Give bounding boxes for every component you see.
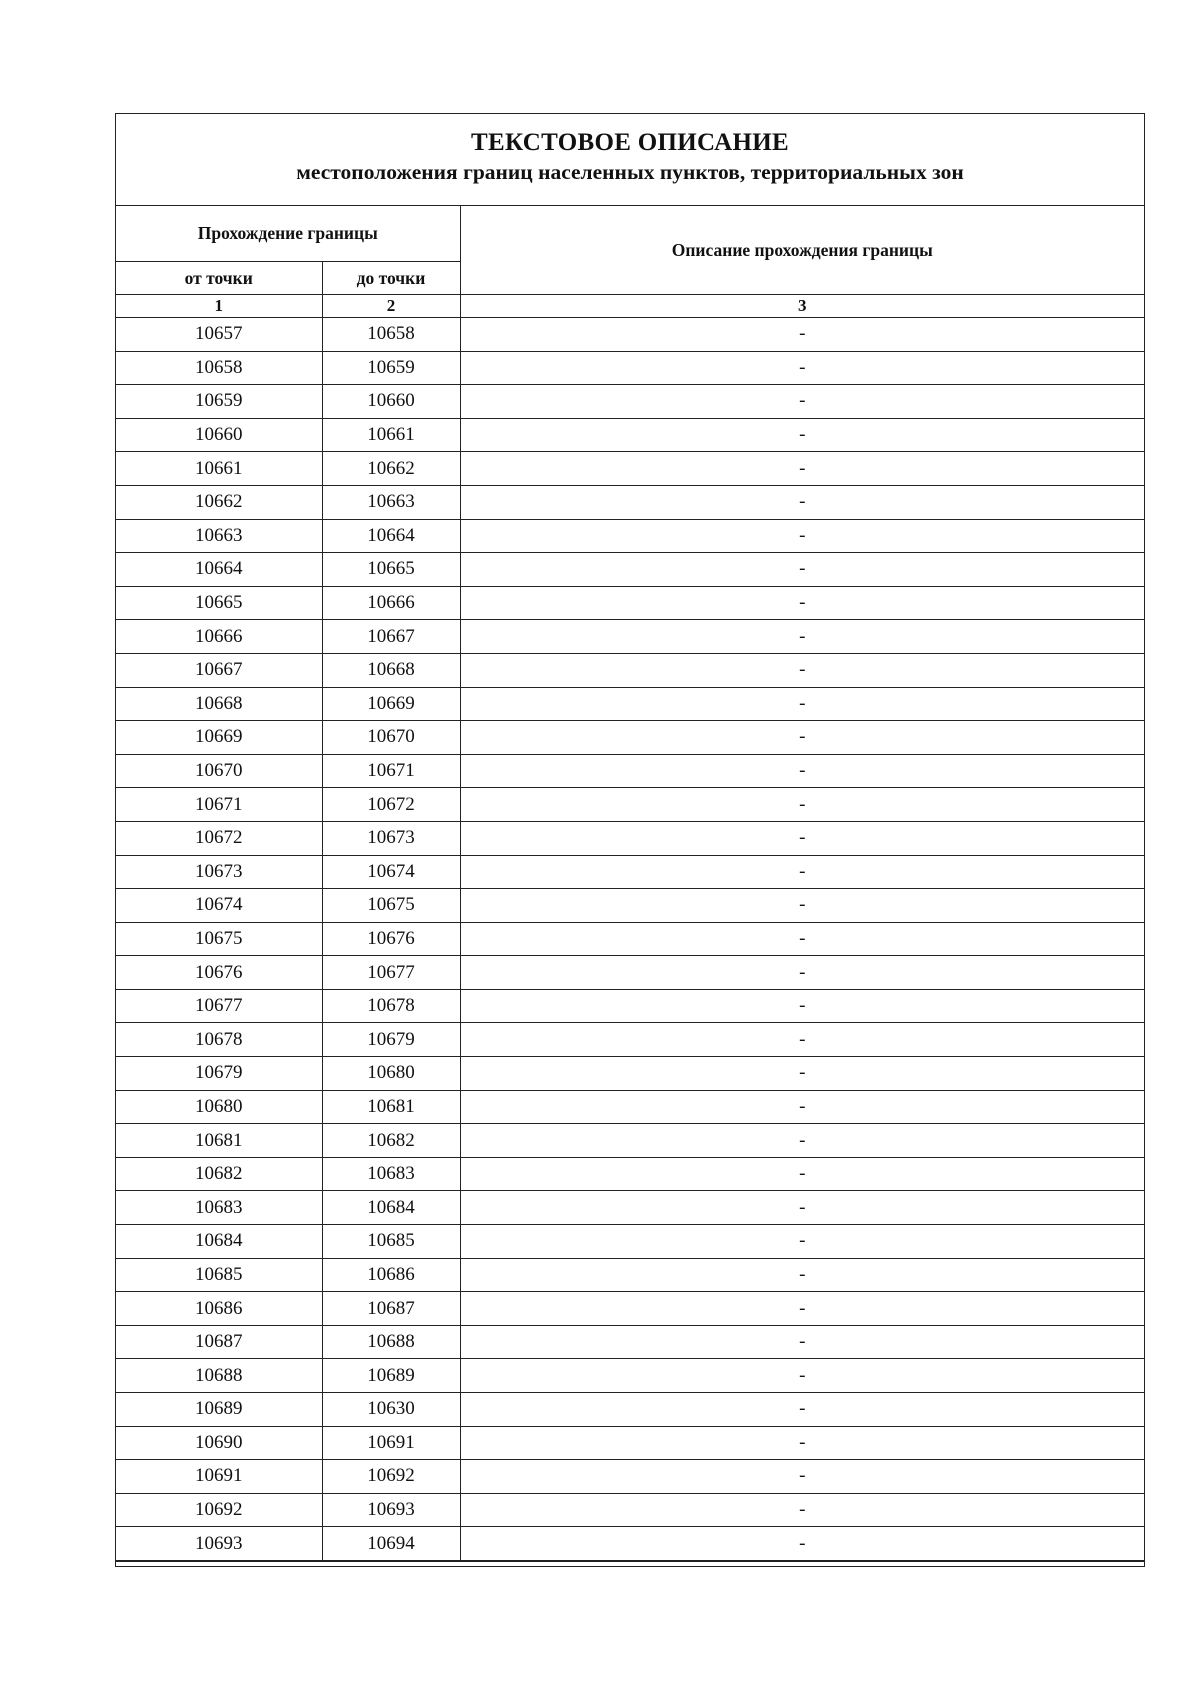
column-number-1: 1 <box>116 295 322 318</box>
description-cell: - <box>460 956 1144 990</box>
description-cell: - <box>460 687 1144 721</box>
table-row <box>116 1124 1144 1158</box>
table-row <box>116 485 1144 519</box>
from-point-cell: 10672 <box>116 821 322 855</box>
document-frame <box>115 113 1145 1567</box>
from-point-cell: 10684 <box>116 1225 322 1259</box>
table-row <box>116 687 1144 721</box>
from-point-cell: 10691 <box>116 1460 322 1494</box>
header-boundary-passage: Прохождение границы <box>116 206 460 262</box>
table-row <box>116 922 1144 956</box>
to-point-cell: 10681 <box>322 1090 460 1124</box>
to-point-cell: 10667 <box>322 620 460 654</box>
from-point-cell: 10681 <box>116 1124 322 1158</box>
description-cell: - <box>460 821 1144 855</box>
table-row <box>116 989 1144 1023</box>
to-point-cell: 10684 <box>322 1191 460 1225</box>
table-row <box>116 788 1144 822</box>
to-point-cell: 10692 <box>322 1460 460 1494</box>
description-cell: - <box>460 1460 1144 1494</box>
header-from-point: от точки <box>116 262 322 295</box>
to-point-cell: 10682 <box>322 1124 460 1158</box>
description-cell: - <box>460 318 1144 352</box>
from-point-cell: 10662 <box>116 485 322 519</box>
description-cell: - <box>460 586 1144 620</box>
from-point-cell: 10673 <box>116 855 322 889</box>
description-cell: - <box>460 553 1144 587</box>
description-cell: - <box>460 452 1144 486</box>
from-point-cell: 10669 <box>116 721 322 755</box>
to-point-cell: 10661 <box>322 418 460 452</box>
to-point-cell: 10680 <box>322 1057 460 1091</box>
from-point-cell: 10674 <box>116 889 322 923</box>
to-point-cell: 10669 <box>322 687 460 721</box>
description-cell: - <box>460 1393 1144 1427</box>
to-point-cell: 10678 <box>322 989 460 1023</box>
table-row <box>116 1157 1144 1191</box>
from-point-cell: 10670 <box>116 754 322 788</box>
from-point-cell: 10682 <box>116 1157 322 1191</box>
description-cell: - <box>460 1527 1144 1561</box>
description-cell: - <box>460 1359 1144 1393</box>
from-point-cell: 10685 <box>116 1258 322 1292</box>
to-point-cell: 10670 <box>322 721 460 755</box>
to-point-cell: 10666 <box>322 586 460 620</box>
from-point-cell: 10680 <box>116 1090 322 1124</box>
table-row <box>116 586 1144 620</box>
to-point-cell: 10672 <box>322 788 460 822</box>
from-point-cell: 10690 <box>116 1426 322 1460</box>
to-point-cell: 10668 <box>322 653 460 687</box>
to-point-cell: 10693 <box>322 1493 460 1527</box>
table-row <box>116 351 1144 385</box>
table-row <box>116 956 1144 990</box>
from-point-cell: 10661 <box>116 452 322 486</box>
table-row <box>116 1258 1144 1292</box>
boundary-table <box>116 206 1144 1561</box>
table-body <box>116 318 1144 1561</box>
description-cell: - <box>460 889 1144 923</box>
description-cell: - <box>460 1493 1144 1527</box>
description-cell: - <box>460 1191 1144 1225</box>
table-row <box>116 1325 1144 1359</box>
to-point-cell: 10686 <box>322 1258 460 1292</box>
description-cell: - <box>460 855 1144 889</box>
from-point-cell: 10689 <box>116 1393 322 1427</box>
from-point-cell: 10660 <box>116 418 322 452</box>
header-to-point: до точки <box>322 262 460 295</box>
from-point-cell: 10688 <box>116 1359 322 1393</box>
description-cell: - <box>460 1325 1144 1359</box>
from-point-cell: 10683 <box>116 1191 322 1225</box>
from-point-cell: 10676 <box>116 956 322 990</box>
table-row <box>116 385 1144 419</box>
table-row <box>116 553 1144 587</box>
to-point-cell: 10685 <box>322 1225 460 1259</box>
from-point-cell: 10664 <box>116 553 322 587</box>
column-number-2: 2 <box>322 295 460 318</box>
table-row <box>116 754 1144 788</box>
table-row <box>116 721 1144 755</box>
to-point-cell: 10691 <box>322 1426 460 1460</box>
description-cell: - <box>460 1023 1144 1057</box>
table-row <box>116 889 1144 923</box>
description-cell: - <box>460 1225 1144 1259</box>
description-cell: - <box>460 519 1144 553</box>
description-cell: - <box>460 1157 1144 1191</box>
to-point-cell: 10662 <box>322 452 460 486</box>
from-point-cell: 10667 <box>116 653 322 687</box>
to-point-cell: 10687 <box>322 1292 460 1326</box>
table-row <box>116 1090 1144 1124</box>
table-row <box>116 418 1144 452</box>
from-point-cell: 10665 <box>116 586 322 620</box>
to-point-cell: 10689 <box>322 1359 460 1393</box>
from-point-cell: 10679 <box>116 1057 322 1091</box>
description-cell: - <box>460 1057 1144 1091</box>
to-point-cell: 10664 <box>322 519 460 553</box>
table-row <box>116 1426 1144 1460</box>
from-point-cell: 10687 <box>116 1325 322 1359</box>
description-cell: - <box>460 653 1144 687</box>
description-cell: - <box>460 620 1144 654</box>
table-row <box>116 1023 1144 1057</box>
from-point-cell: 10668 <box>116 687 322 721</box>
to-point-cell: 10673 <box>322 821 460 855</box>
to-point-cell: 10663 <box>322 485 460 519</box>
to-point-cell: 10679 <box>322 1023 460 1057</box>
table-row <box>116 519 1144 553</box>
description-cell: - <box>460 1090 1144 1124</box>
table-row <box>116 620 1144 654</box>
from-point-cell: 10657 <box>116 318 322 352</box>
to-point-cell: 10659 <box>322 351 460 385</box>
description-cell: - <box>460 922 1144 956</box>
to-point-cell: 10674 <box>322 855 460 889</box>
from-point-cell: 10693 <box>116 1527 322 1561</box>
page-subtitle: местоположения границ населенных пунктов, территориальных зон <box>296 160 964 184</box>
description-cell: - <box>460 418 1144 452</box>
description-cell: - <box>460 385 1144 419</box>
to-point-cell: 10675 <box>322 889 460 923</box>
description-cell: - <box>460 1124 1144 1158</box>
to-point-cell: 10660 <box>322 385 460 419</box>
description-cell: - <box>460 989 1144 1023</box>
from-point-cell: 10671 <box>116 788 322 822</box>
to-point-cell: 10658 <box>322 318 460 352</box>
table-row <box>116 1225 1144 1259</box>
description-cell: - <box>460 721 1144 755</box>
to-point-cell: 10694 <box>322 1527 460 1561</box>
from-point-cell: 10678 <box>116 1023 322 1057</box>
table-row <box>116 1393 1144 1427</box>
to-point-cell: 10688 <box>322 1325 460 1359</box>
table-row <box>116 821 1144 855</box>
description-cell: - <box>460 1258 1144 1292</box>
title-block <box>116 114 1144 206</box>
from-point-cell: 10692 <box>116 1493 322 1527</box>
table-row <box>116 1359 1144 1393</box>
from-point-cell: 10677 <box>116 989 322 1023</box>
description-cell: - <box>460 1426 1144 1460</box>
bottom-divider <box>116 1561 1144 1566</box>
from-point-cell: 10666 <box>116 620 322 654</box>
description-cell: - <box>460 1292 1144 1326</box>
table-row <box>116 1493 1144 1527</box>
header-boundary-description: Описание прохождения границы <box>460 206 1144 295</box>
table-row <box>116 855 1144 889</box>
from-point-cell: 10659 <box>116 385 322 419</box>
table-row <box>116 1057 1144 1091</box>
from-point-cell: 10658 <box>116 351 322 385</box>
description-cell: - <box>460 351 1144 385</box>
from-point-cell: 10686 <box>116 1292 322 1326</box>
to-point-cell: 10676 <box>322 922 460 956</box>
table-row <box>116 1191 1144 1225</box>
description-cell: - <box>460 754 1144 788</box>
column-number-3: 3 <box>460 295 1144 318</box>
page-title: ТЕКСТОВОЕ ОПИСАНИЕ <box>471 129 789 156</box>
table-row <box>116 1527 1144 1561</box>
to-point-cell: 10683 <box>322 1157 460 1191</box>
table-row <box>116 1292 1144 1326</box>
table-row <box>116 452 1144 486</box>
table-row <box>116 653 1144 687</box>
to-point-cell: 10665 <box>322 553 460 587</box>
from-point-cell: 10675 <box>116 922 322 956</box>
to-point-cell: 10677 <box>322 956 460 990</box>
to-point-cell: 10630 <box>322 1393 460 1427</box>
from-point-cell: 10663 <box>116 519 322 553</box>
table-row <box>116 318 1144 352</box>
to-point-cell: 10671 <box>322 754 460 788</box>
table-row <box>116 1460 1144 1494</box>
description-cell: - <box>460 788 1144 822</box>
description-cell: - <box>460 485 1144 519</box>
